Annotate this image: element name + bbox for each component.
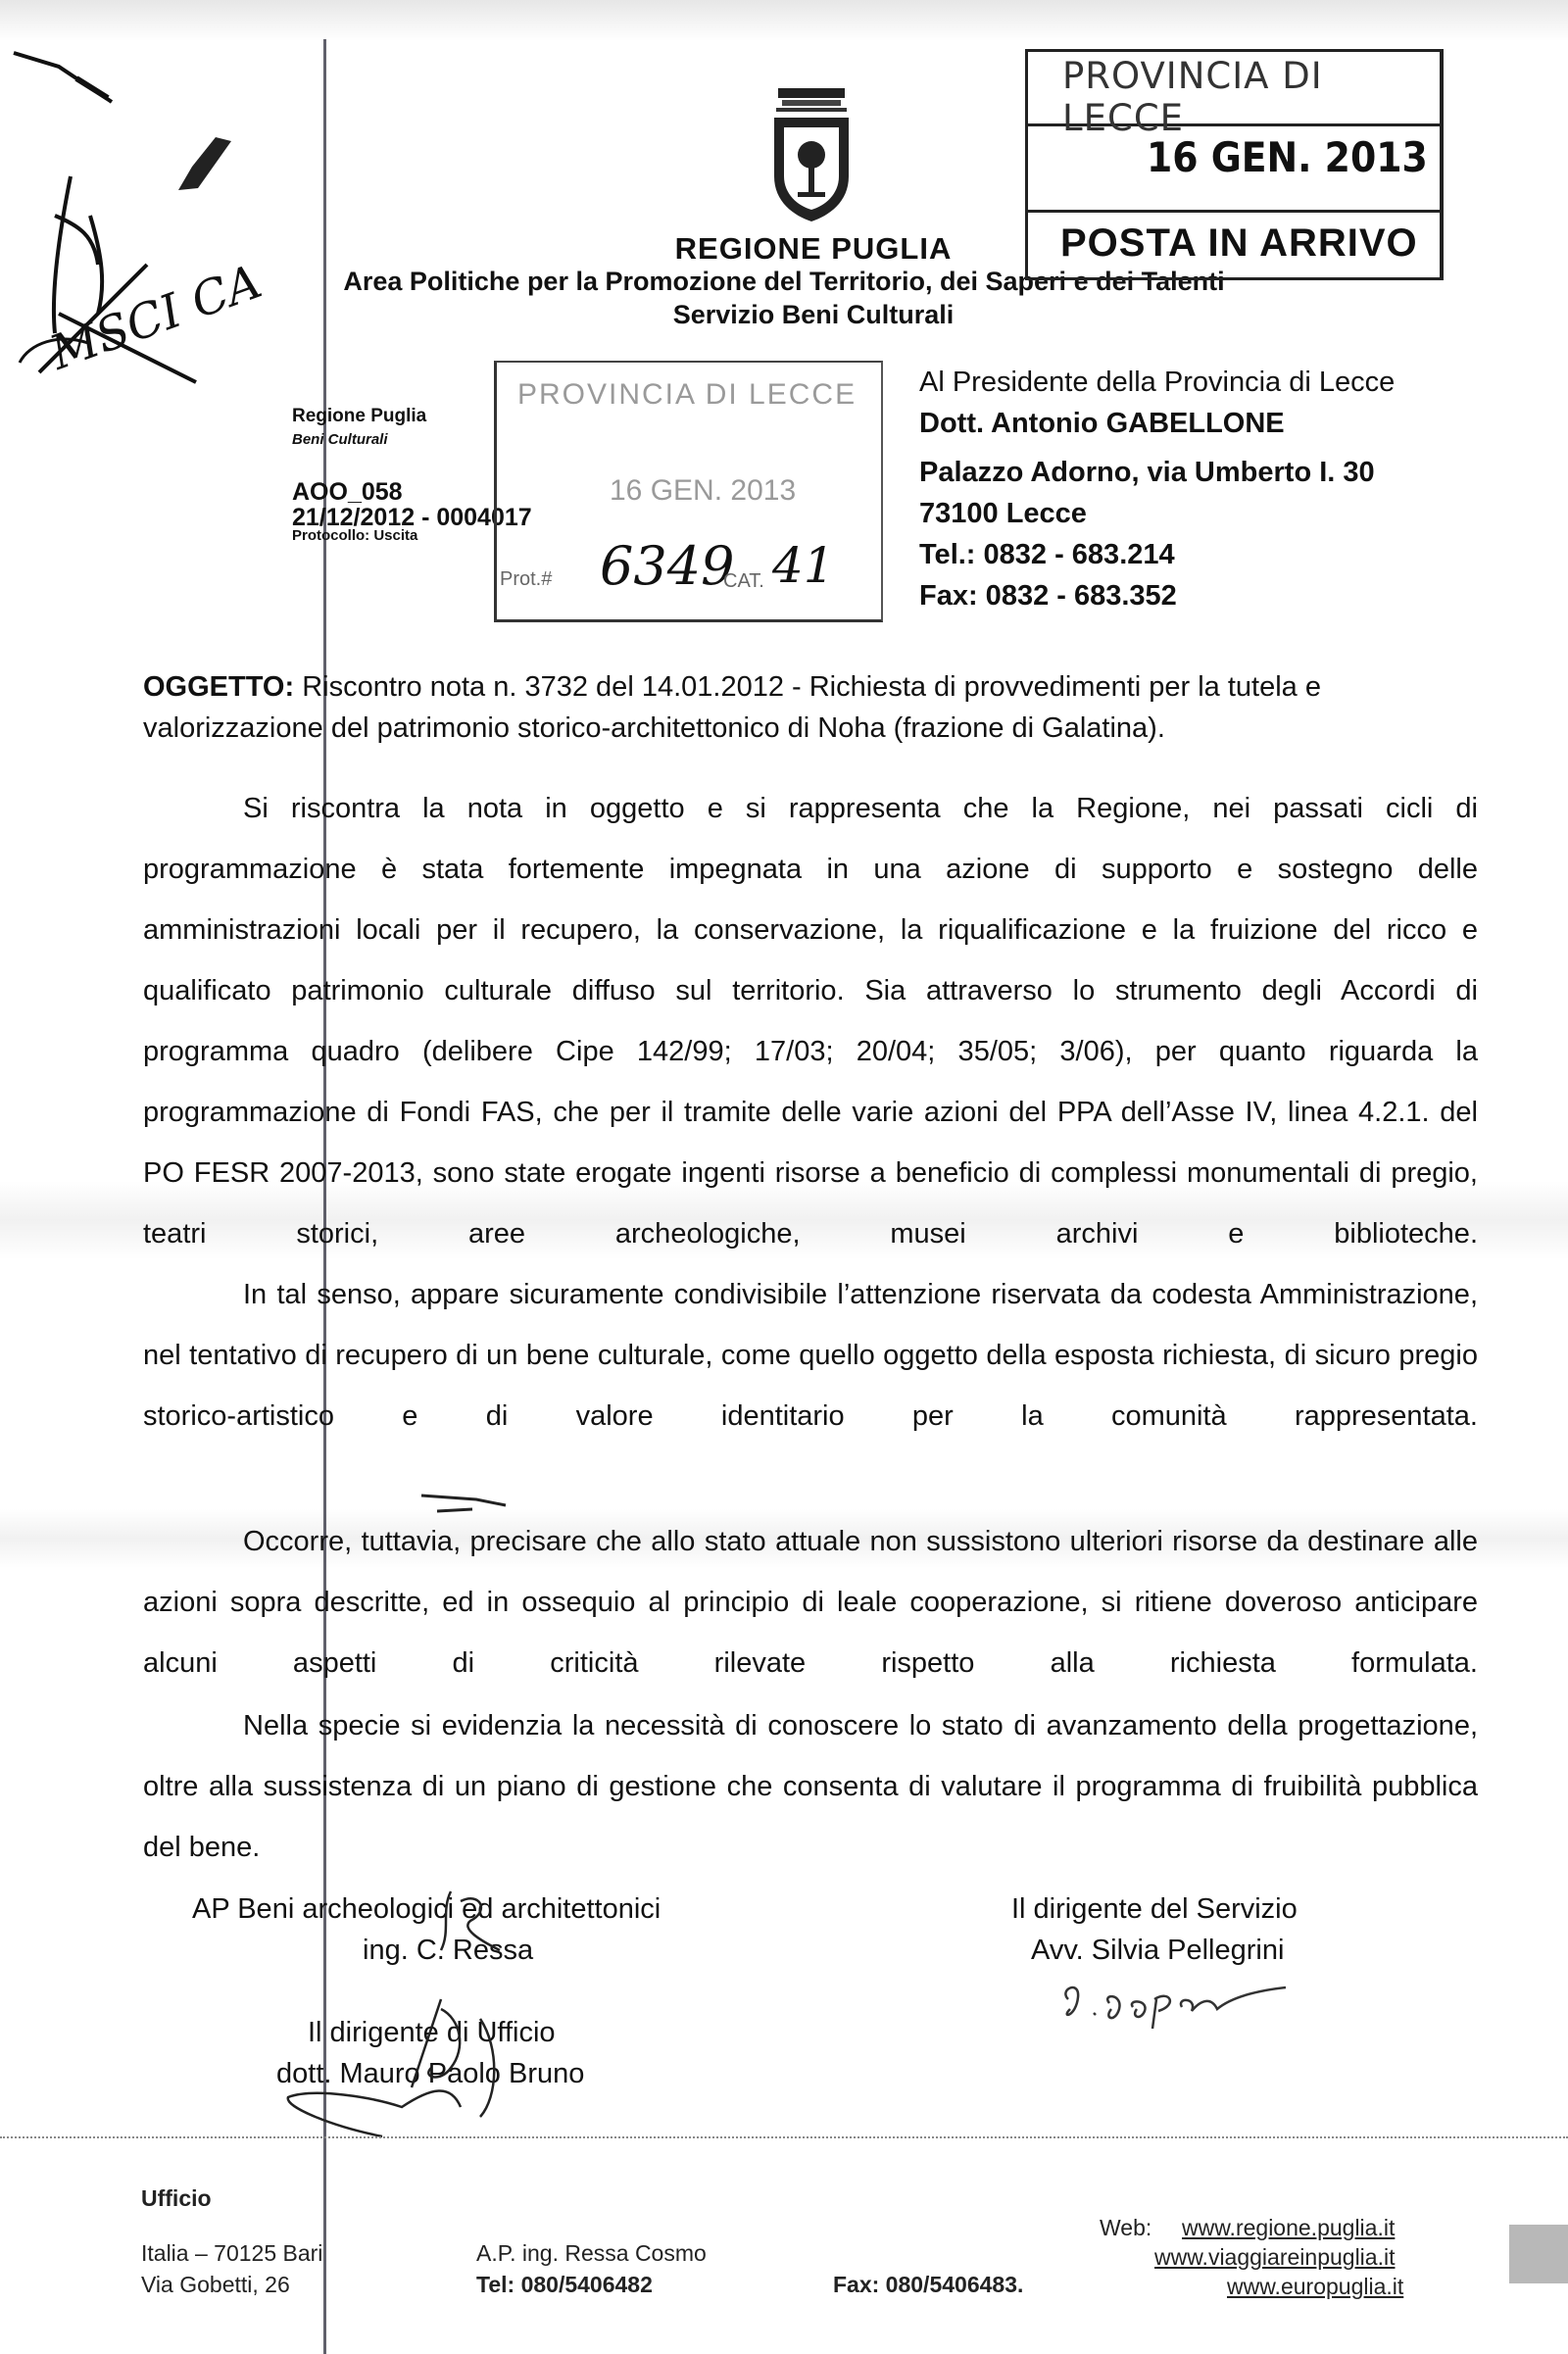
stamp-provincia-faint: PROVINCIA DI LECCE	[517, 378, 858, 411]
sender-protocol: 21/12/2012 - 0004017	[292, 504, 532, 531]
handwritten-signature-bruno-icon	[274, 1989, 568, 2156]
signature-right-role: Il dirigente del Servizio	[1011, 1893, 1298, 1925]
subject	[143, 666, 1486, 749]
signature-office-role: Il dirigente di Ufficio	[308, 2017, 556, 2048]
stamp-date-faint: 16 GEN. 2013	[610, 474, 797, 507]
stamp-posta-label: POSTA IN ARRIVO	[1060, 221, 1418, 265]
stamp-provincia-protocol	[482, 361, 884, 627]
header-area: Area Politiche per la Promozione del Territorio, dei Saperi e dei Talenti	[343, 267, 1225, 296]
footer-web-label: Web:	[1100, 2215, 1152, 2240]
sender-office: Beni Culturali	[292, 431, 388, 448]
handwritten-signature-pellegrini-icon	[1054, 1970, 1348, 2038]
addressee-tel: Tel.: 0832 - 683.214	[919, 539, 1175, 570]
handwritten-note: MSCI CA	[43, 254, 269, 381]
addressee-line1: Al Presidente della Provincia di Lecce	[919, 367, 1396, 398]
stamp-prot-label: Prot.#	[500, 568, 553, 590]
stamp-divider	[1025, 210, 1441, 213]
addressee-city: 73100 Lecce	[919, 498, 1087, 529]
body-paragraph-1: Si riscontra la nota in oggetto e si rappresenta che la Regione, nei passati cicli di programmazione è stata fortemente impegnata in una azione di supporto e sostegno delle amministrazioni locali per il recupero, la conservazione, la riqualificazione e la fruizione del ricco e qualificato patrimonio culturale diffuso sul territorio. Sia attraverso lo strumento degli Accordi di programma quadro (delibere Cipe 142/99; 17/03; 20/04; 35/05; 3/06), per quanto riguarda la programmazione di Fondi FAS, che per il tramite delle varie azioni del PPA dell’Asse IV, linea 4.2.1. del PO FESR 2007-2013, sono state erogate ingenti risorse a beneficio di complessi monumentali di pregio, teatri storici, aree archeologiche, musei archivi e biblioteche.	[143, 793, 1478, 1250]
header-service: Servizio Beni Culturali	[672, 300, 955, 329]
sender-region: Regione Puglia	[292, 406, 427, 426]
scan-edge	[1509, 2225, 1568, 2283]
signature-office-name: dott. Mauro Paolo Bruno	[276, 2058, 585, 2089]
footer-tel: Tel: 080/5406482	[476, 2272, 653, 2297]
stamp-cat-label: CAT.	[723, 570, 764, 592]
footer-link-regione[interactable]: www.regione.puglia.it	[1182, 2215, 1396, 2240]
body-paragraph-3: Occorre, tuttavia, precisare che allo stato attuale non sussistono ulteriori risorse da destinare alle azioni sopra descritte, ed in ossequio al principio di leale cooperazione, si ritiene doveroso anticipare alcuni aspetti di criticità rilevate rispetto alla richiesta formulata.	[143, 1526, 1478, 1679]
addressee-name: Dott. Antonio GABELLONE	[919, 408, 1285, 439]
stamp-posta-in-arrivo	[1019, 43, 1450, 284]
footer-address-2: Via Gobetti, 26	[141, 2272, 290, 2297]
regione-puglia-coat-of-arms-icon	[764, 86, 858, 223]
handwritten-signature-ressa-icon	[421, 1882, 539, 1970]
footer-link-europuglia[interactable]: www.europuglia.it	[1227, 2274, 1404, 2299]
footer-address-1: Italia – 70125 Bari	[141, 2240, 323, 2266]
signature-left-role: AP Beni archeologici ed architettonici	[192, 1893, 662, 1925]
subject-text: Riscontro nota n. 3732 del 14.01.2012 - Richiesta di provvedimenti per la tutela e valorizzazione del patrimonio storico-architettonico di Noha (frazione di Galatina).	[143, 671, 1321, 744]
addressee-fax: Fax: 0832 - 683.352	[919, 580, 1177, 612]
stamp-provincia: PROVINCIA DI LECCE	[1062, 55, 1323, 139]
signature-right-name: Avv. Silvia Pellegrini	[1031, 1935, 1285, 1966]
signature-left-name: ing. C. Ressa	[363, 1935, 534, 1966]
footer-ap: A.P. ing. Ressa Cosmo	[476, 2240, 707, 2266]
footer-fax: Fax: 080/5406483.	[833, 2272, 1024, 2297]
footer-office-label: Ufficio	[141, 2185, 212, 2211]
stamp-date: 16 GEN. 2013	[1147, 133, 1428, 181]
subject-label: OGGETTO:	[143, 671, 295, 703]
sender-code: AOO_058	[292, 478, 403, 506]
footer-link-viaggiare[interactable]: www.viaggiareinpuglia.it	[1154, 2244, 1396, 2270]
addressee-street: Palazzo Adorno, via Umberto I. 30	[919, 457, 1375, 488]
footer-rule	[0, 2136, 1568, 2140]
handwritten-cat-number: 41	[772, 537, 835, 594]
stray-mark-icon	[417, 1486, 512, 1515]
header-region: REGIONE PUGLIA	[674, 231, 953, 266]
sender-protocol-type: Protocollo: Uscita	[292, 527, 418, 544]
body-paragraph-4: Nella specie si evidenzia la necessità di conoscere lo stato di avanzamento della progettazione, oltre alla sussistenza di un piano di gestione che consenta di valutare il programma di fruibilità pubblica del bene.	[143, 1710, 1478, 1863]
body-paragraph-2: In tal senso, appare sicuramente condivisibile l’attenzione riservata da codesta Amministrazione, nel tentativo di recupero di un bene culturale, come quello oggetto della esposta richiesta, di sicuro pregio storico-artistico e di valore identitario per la comunità rappresentata.	[143, 1279, 1478, 1432]
handwritten-prot-number: 6349	[600, 535, 735, 597]
